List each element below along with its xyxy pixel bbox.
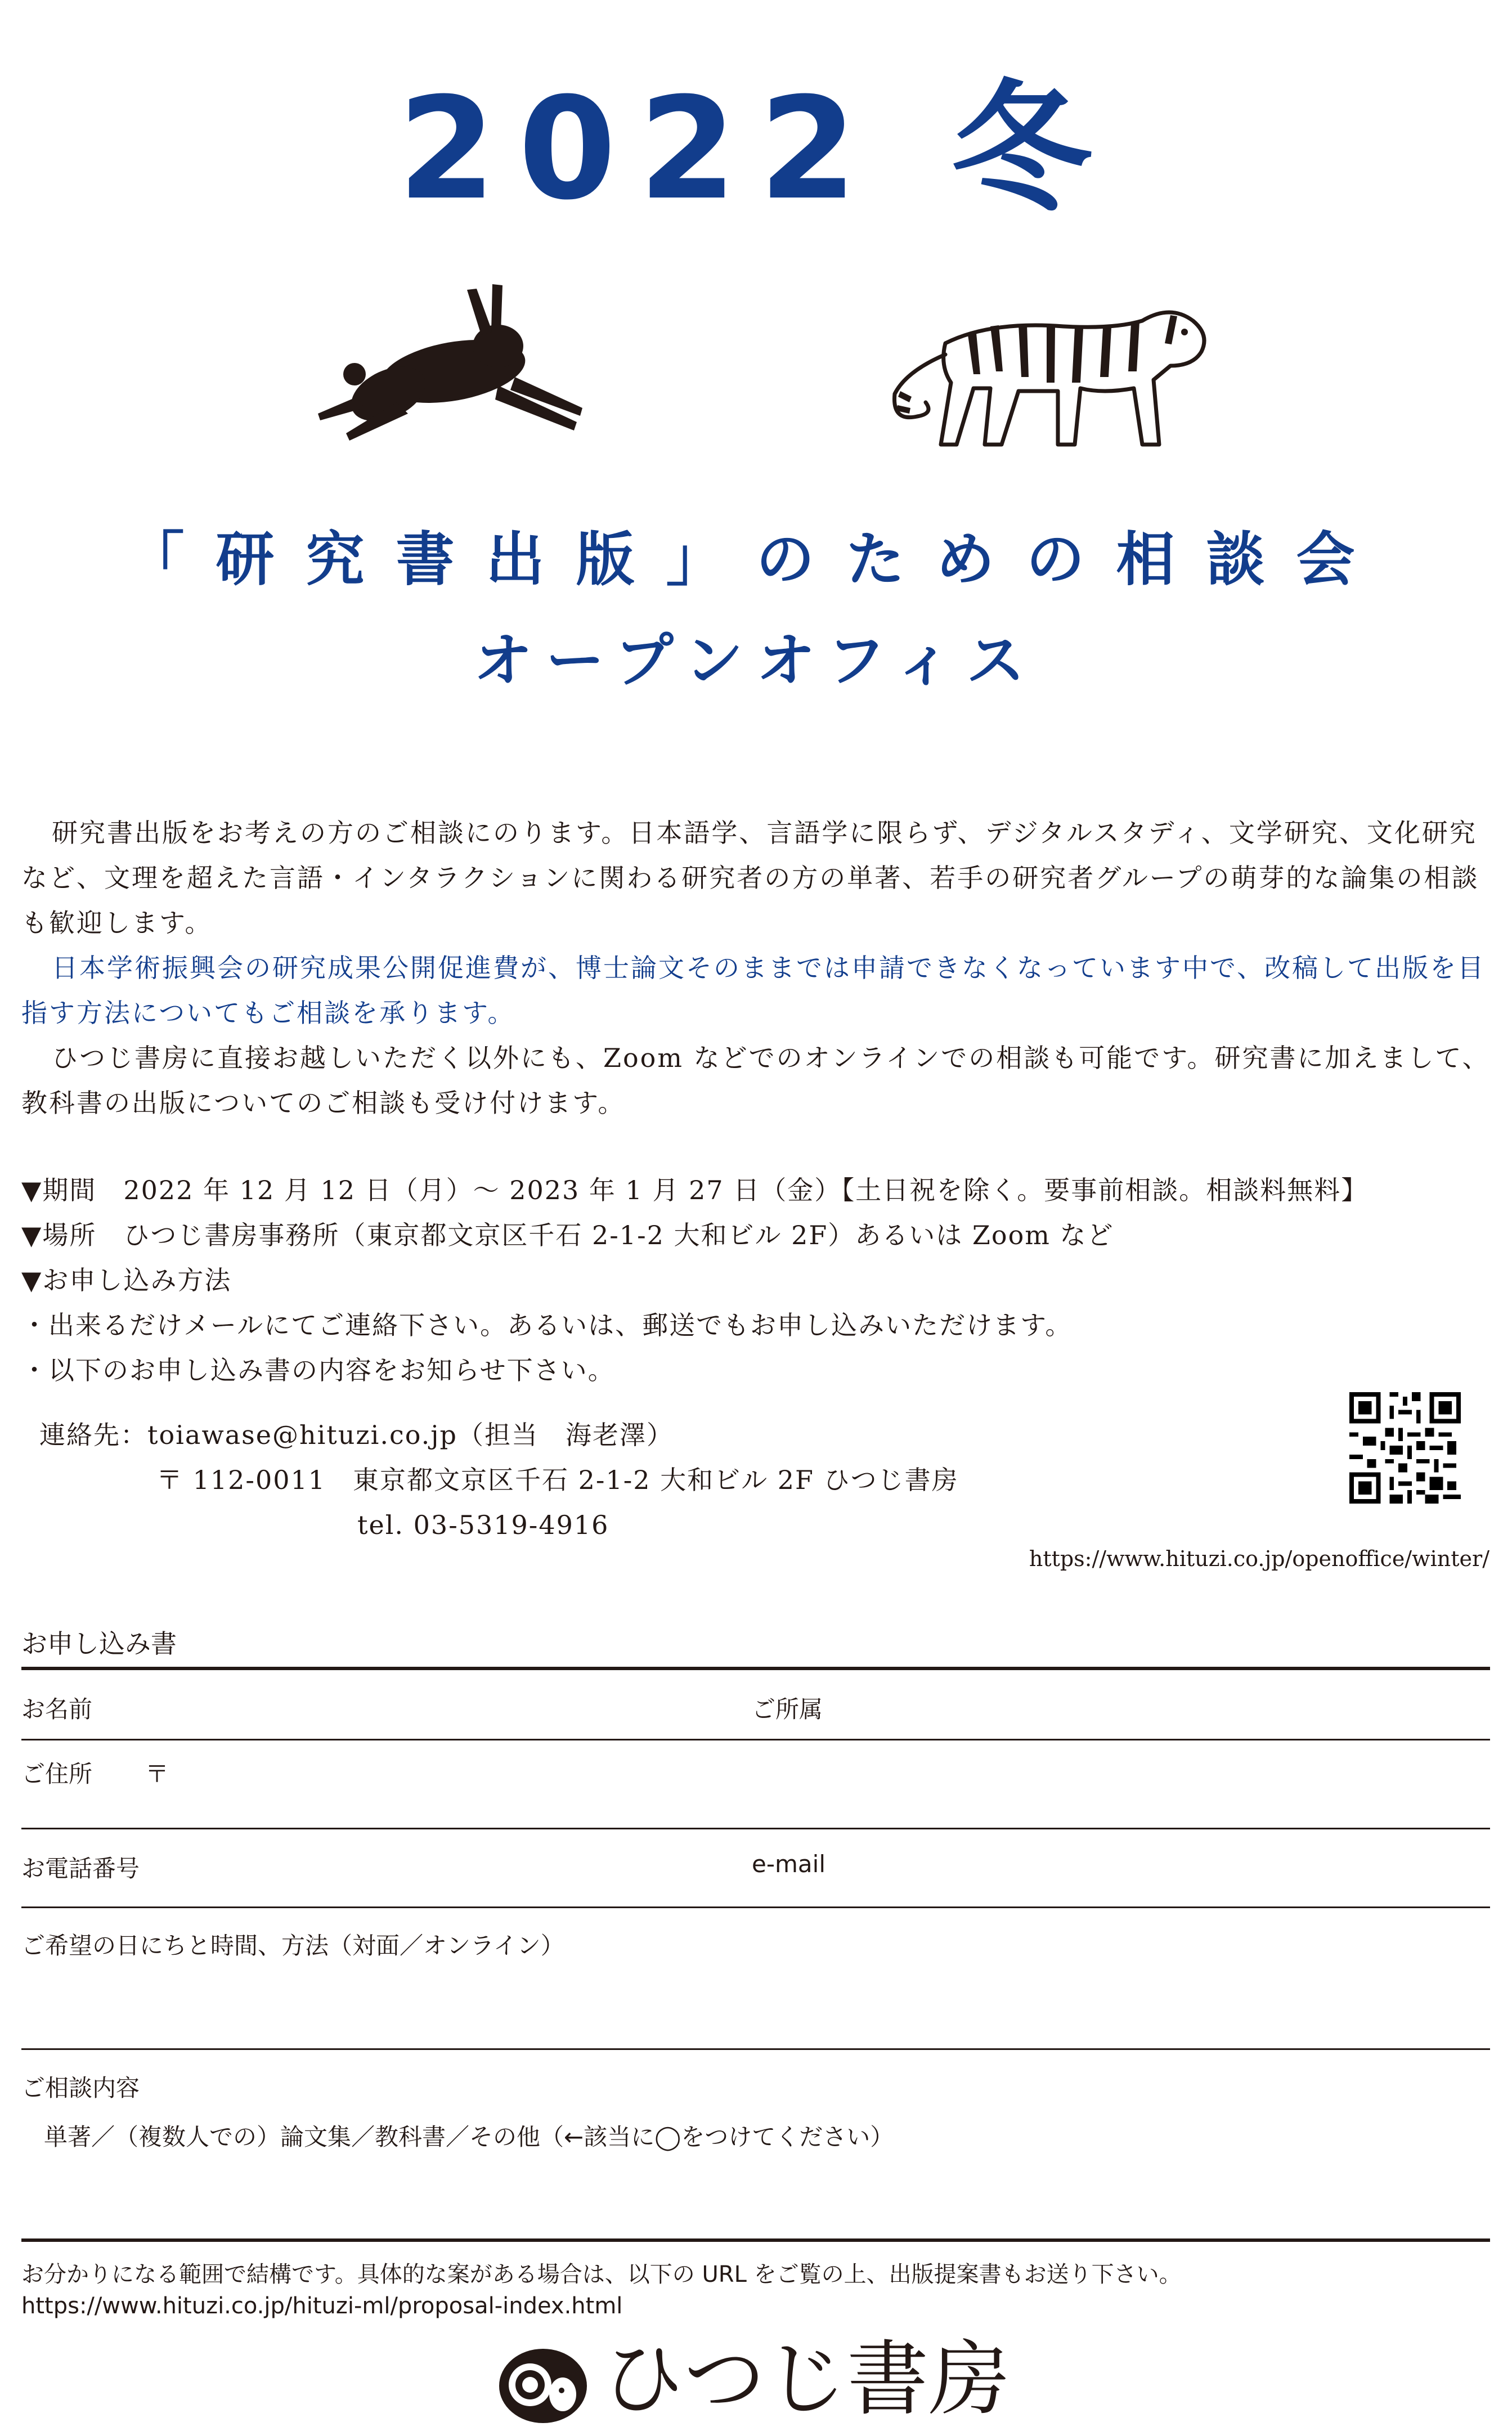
form-divider <box>21 1828 1490 1829</box>
form-name-label: お名前 <box>21 1695 93 1723</box>
publisher-logotype: ひつじ書房 <box>602 2332 1010 2427</box>
form-consult-options: 単著／（複数人での）論文集／教科書／その他（←該当に◯をつけてください） <box>44 2123 894 2151</box>
form-title: お申し込み書 <box>21 1629 177 1659</box>
proposal-url-link[interactable]: https://www.hituzi.co.jp/hituzi-ml/proposal-index.html <box>21 2293 623 2319</box>
form-address-label: ご住所 <box>21 1760 93 1788</box>
form-affiliation-label: ご所属 <box>752 1695 823 1723</box>
info-place: ▼場所 ひつじ書房事務所（東京都文京区千石 2-1-2 大和ビル 2F）あるいは Zoom など <box>21 1220 1114 1250</box>
form-preferred-label: ご希望の日にちと時間、方法（対面／オンライン） <box>21 1932 564 1959</box>
contact-tel-line: tel. 03-5319-4916 <box>357 1510 609 1540</box>
contact-email-line: 連絡先：toiawase@hituzi.co.jp（担当 海老澤） <box>39 1420 674 1450</box>
info-period: ▼期間 2022 年 12 月 12 日（月）〜 2023 年 1 月 27 日（金）【土日祝を除く。要事前相談。相談料無料】 <box>21 1175 1369 1205</box>
footer-note: お分かりになる範囲で結構です。具体的な案がある場合は、以下の URL をご覧の上、出版提案書もお送り下さい。 <box>21 2262 1182 2287</box>
hare-illustration <box>312 279 594 447</box>
info-method-heading: ▼お申し込み方法 <box>21 1265 232 1295</box>
publisher-logo <box>495 2332 1030 2427</box>
intro-paragraph-3: ひつじ書房に直接お越しいただく以外にも、Zoom などでのオンラインでの相談も可能です。研究書に加えまして、教科書の出版についてのご相談も受け付けます。 <box>21 1043 1490 1118</box>
openoffice-url-link[interactable]: https://www.hituzi.co.jp/openoffice/winter/ <box>1029 1546 1489 1571</box>
contact-address-line: 〒 112-0011 東京都文京区千石 2-1-2 大和ビル 2F ひつじ書房 <box>156 1465 959 1495</box>
info-bullet-1: ・出来るだけメールにてご連絡下さい。あるいは、郵送でもお申し込みいただけます。 <box>21 1310 1073 1340</box>
form-email-label: e-mail <box>752 1850 825 1878</box>
form-top-rule <box>21 1667 1490 1670</box>
form-postal-mark: 〒 <box>145 1760 169 1788</box>
qr-code-icon <box>1349 1392 1461 1504</box>
intro-paragraph-2: 日本学術振興会の研究成果公開促進費が、博士論文そのままでは申請できなくなっています中で、改稿して出版を目指す方法についてもご相談を承ります。 <box>21 953 1486 1028</box>
event-subhead: オープンオフィス <box>473 626 1039 695</box>
form-divider <box>21 1906 1490 1908</box>
tiger-illustration <box>878 281 1215 456</box>
form-divider <box>21 2048 1490 2050</box>
form-consult-label: ご相談内容 <box>21 2074 140 2102</box>
event-headline: 「研究書出版」のための相談会 <box>125 525 1387 594</box>
form-bottom-rule <box>21 2238 1490 2242</box>
info-bullet-2: ・以下のお申し込み書の内容をお知らせ下さい。 <box>21 1355 615 1385</box>
year-season-title: 2022 冬 <box>398 67 1114 231</box>
sheep-emblem-icon <box>495 2341 591 2425</box>
form-divider <box>21 1739 1490 1740</box>
intro-paragraph-1: 研究書出版をお考えの方のご相談にのります。日本語学、言語学に限らず、デジタルスタディ、文学研究、文化研究など、文理を超えた言語・インタラクションに関わる研究者の方の単著、若手の研究者グループの萌芽的な論集の相談も歓迎します。 <box>21 818 1479 938</box>
form-phone-label: お電話番号 <box>21 1855 140 1882</box>
